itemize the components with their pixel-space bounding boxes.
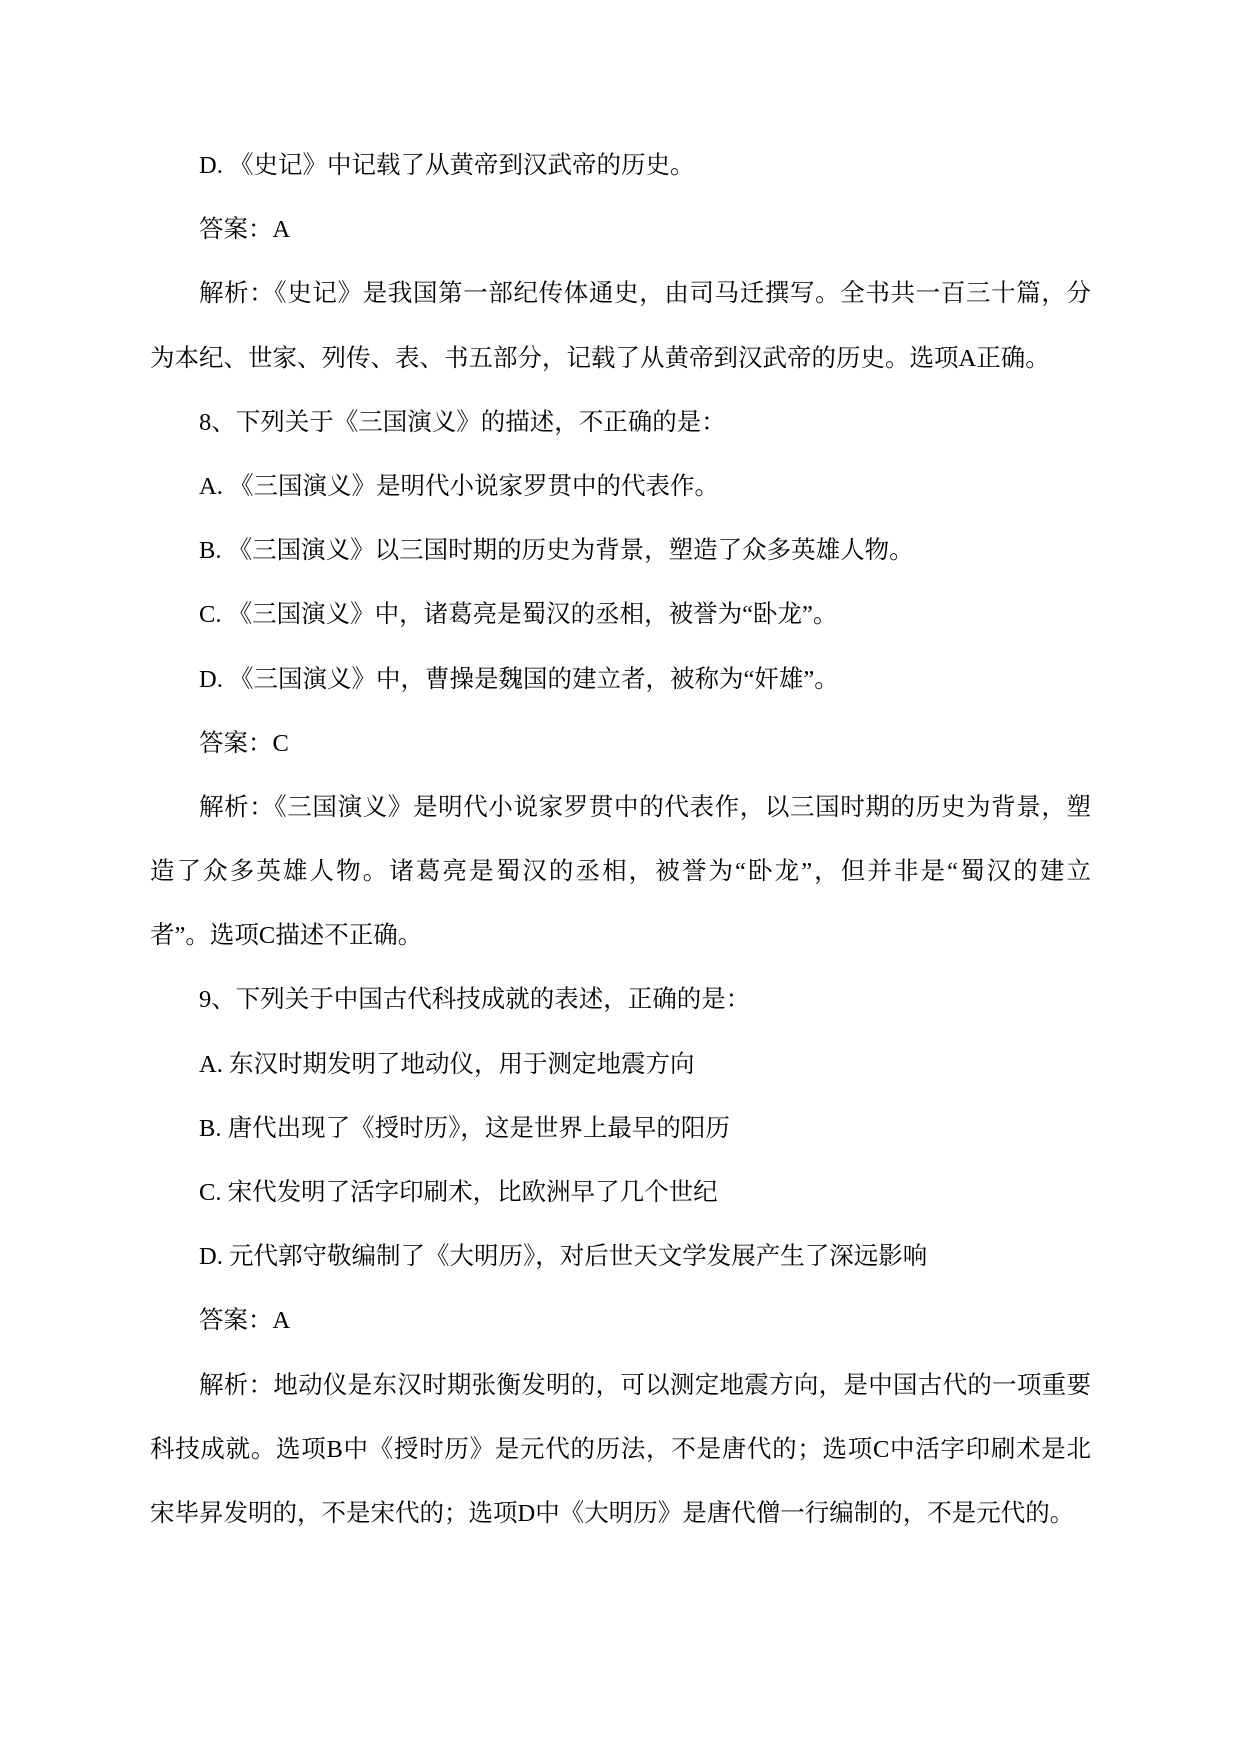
q8-stem: 8、下列关于《三国演义》的描述，不正确的是： bbox=[199, 408, 726, 436]
q7-analysis-line: 为本纪、世家、列传、表、书五部分，记载了从黄帝到汉武帝的历史。选项A正确。 bbox=[150, 344, 1050, 372]
q7-answer: 答案：A bbox=[199, 216, 291, 244]
q8-analysis-line: 解析：《三国演义》是明代小说家罗贯中的代表作，以三国时期的历史为背景，塑 bbox=[199, 793, 1091, 821]
question-7 bbox=[150, 134, 1091, 391]
q9-option-a: A. 东汉时期发明了地动仪，用于测定地震方向 bbox=[199, 1050, 695, 1078]
q9-analysis-line: 解析：地动仪是东汉时期张衡发明的，可以测定地震方向，是中国古代的一项重要 bbox=[199, 1371, 1091, 1399]
q9-analysis bbox=[150, 1354, 1091, 1547]
document-page bbox=[150, 134, 1091, 1546]
q7-option-d: D. 《史记》中记载了从黄帝到汉武帝的历史。 bbox=[199, 152, 695, 179]
q9-option-b: B. 唐代出现了《授时历》，这是世界上最早的阳历 bbox=[199, 1114, 730, 1142]
q7-analysis-line: 解析：《史记》是我国第一部纪传体通史，由司马迁撰写。全书共一百三十篇，分 bbox=[199, 280, 1091, 308]
q8-answer: 答案：C bbox=[199, 729, 289, 757]
q8-option-a: A. 《三国演义》是明代小说家罗贯中的代表作。 bbox=[199, 472, 719, 500]
q8-option-d: D. 《三国演义》中，曹操是魏国的建立者，被称为“奸雄”。 bbox=[199, 665, 839, 693]
q8-analysis-line: 造了众多英雄人物。诸葛亮是蜀汉的丞相，被誉为“卧龙”，但并非是“蜀汉的建立 bbox=[150, 858, 1091, 886]
q9-option-c: C. 宋代发明了活字印刷术，比欧洲早了几个世纪 bbox=[199, 1179, 718, 1206]
question-9 bbox=[150, 968, 1091, 1546]
q8-analysis-line: 者”。选项C描述不正确。 bbox=[150, 922, 423, 950]
q9-option-d: D. 元代郭守敬编制了《大明历》，对后世天文学发展产生了深远影响 bbox=[199, 1243, 928, 1271]
q8-analysis bbox=[150, 776, 1091, 969]
q7-analysis bbox=[150, 262, 1091, 390]
q8-option-c: C. 《三国演义》中，诸葛亮是蜀汉的丞相，被誉为“卧龙”。 bbox=[199, 601, 838, 629]
q9-stem: 9、下列关于中国古代科技成就的表述，正确的是： bbox=[199, 986, 751, 1014]
q9-analysis-line: 宋毕昇发明的，不是宋代的；选项D中《大明历》是唐代僧一行编制的，不是元代的。 bbox=[150, 1499, 1075, 1527]
question-8 bbox=[150, 391, 1091, 969]
q9-answer: 答案：A bbox=[199, 1307, 291, 1335]
q9-analysis-line: 科技成就。选项B中《授时历》是元代的历法，不是唐代的；选项C中活字印刷术是北 bbox=[150, 1435, 1091, 1463]
q8-option-b: B. 《三国演义》以三国时期的历史为背景，塑造了众多英雄人物。 bbox=[199, 537, 914, 565]
